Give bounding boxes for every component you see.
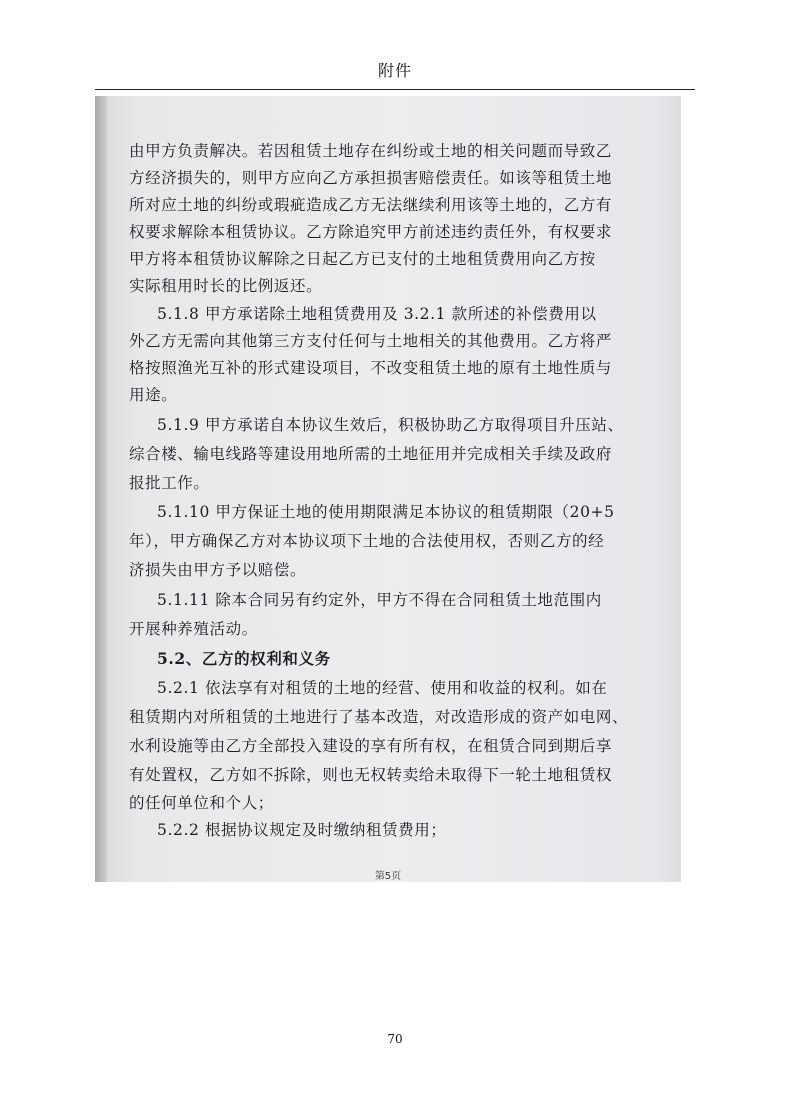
text-line: 所对应土地的纠纷或瑕疵造成乙方无法继续利用该等土地的，乙方有 <box>129 196 613 214</box>
text-line: 5.1.10 甲方保证土地的使用期限满足本协议的租赁期限（20+5 <box>157 503 615 521</box>
page-header-title: 附件 <box>377 61 412 80</box>
text-line: 用途。 <box>129 386 178 404</box>
scanned-document-photo <box>95 96 681 882</box>
text-line: 报批工作。 <box>129 474 210 492</box>
text-line: 权要求解除本租赁协议。乙方除追究甲方前述违约责任外，有权要求 <box>129 223 613 241</box>
text-line: 开展种养殖活动。 <box>129 620 258 638</box>
text-line: 济损失由甲方予以赔偿。 <box>129 561 307 579</box>
text-line: 综合楼、输电线路等建设用地所需的土地征用并完成相关手续及政府 <box>129 445 613 463</box>
text-line: 5.2.1 依法享有对租赁的土地的经营、使用和收益的权利。如在 <box>157 679 608 697</box>
section-heading: 5.2、乙方的权利和义务 <box>157 649 331 668</box>
text-line: 的任何单位和个人； <box>129 794 274 812</box>
text-line: 年），甲方确保乙方对本协议项下土地的合法使用权，否则乙方的经 <box>129 532 605 550</box>
text-line: 由甲方负责解决。若因租赁土地存在纠纷或土地的相关问题而导致乙 <box>129 142 613 160</box>
text-line: 租赁期内对所租赁的土地进行了基本改造，对改造形成的资产如电网、 <box>129 708 629 726</box>
text-line: 5.2.2 根据协议规定及时缴纳租赁费用； <box>157 821 447 839</box>
header-divider <box>95 89 695 90</box>
text-line: 实际租用时长的比例返还。 <box>129 277 323 295</box>
text-line: 5.1.9 甲方承诺自本协议生效后，积极协助乙方取得项目升压站、 <box>157 416 624 434</box>
text-line: 水利设施等由乙方全部投入建设的享有所有权，在租赁合同到期后享 <box>129 737 613 755</box>
text-line: 5.1.8 甲方承诺除土地租赁费用及 3.2.1 款所述的补偿费用以 <box>157 305 597 323</box>
scan-page-footer: 第5页 <box>374 871 402 882</box>
text-line: 有处置权，乙方如不拆除，则也无权转卖给未取得下一轮土地租赁权 <box>129 766 613 784</box>
text-line: 方经济损失的，则甲方应向乙方承担损害赔偿责任。如该等租赁土地 <box>129 169 613 187</box>
text-line: 格按照渔光互补的形式建设项目，不改变租赁土地的原有土地性质与 <box>129 359 613 377</box>
document-text <box>95 96 681 882</box>
text-line: 5.1.11 除本合同另有约定外，甲方不得在合同租赁土地范围内 <box>157 591 602 609</box>
text-line: 甲方将本租赁协议解除之日起乙方已支付的土地租赁费用向乙方按 <box>129 250 596 268</box>
text-line: 外乙方无需向其他第三方支付任何与土地相关的其他费用。乙方将严 <box>129 332 613 350</box>
page-number: 70 <box>387 1032 403 1046</box>
